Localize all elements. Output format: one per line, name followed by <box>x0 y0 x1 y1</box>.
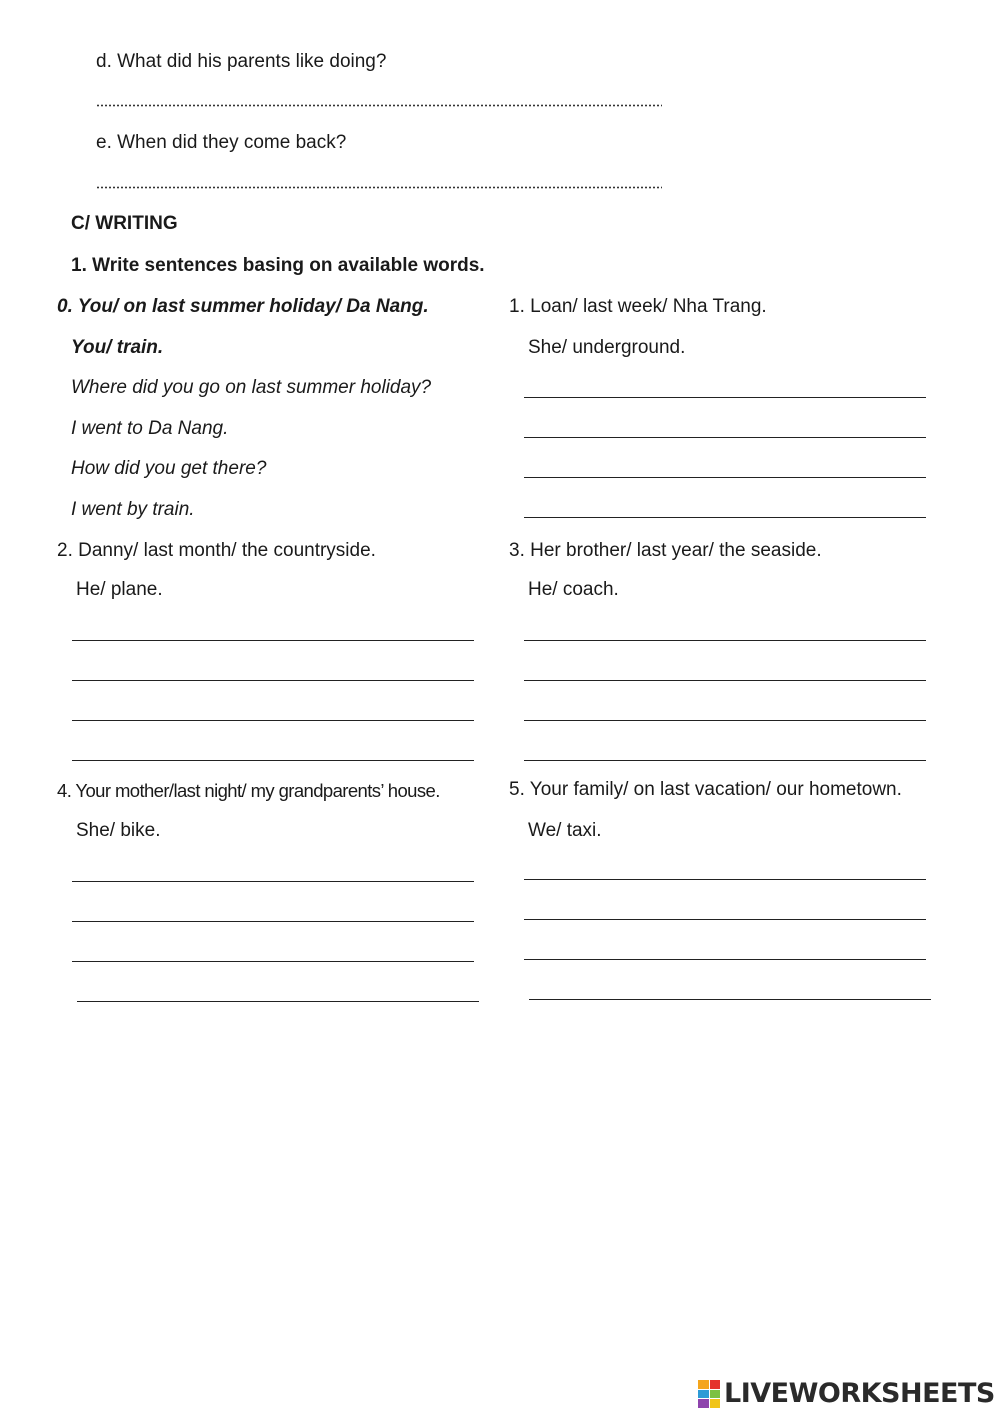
exercise-2-prompt: 2. Danny/ last month/ the countryside. <box>57 540 376 561</box>
exercise-4-answer-line[interactable] <box>72 961 474 962</box>
example-answer: How did you get there? <box>71 458 267 479</box>
exercise-1-answer-line[interactable] <box>524 477 926 478</box>
exercise-5-answer-line[interactable] <box>529 999 931 1000</box>
exercise-3-answer-line[interactable] <box>524 720 926 721</box>
exercise-2-answer-line[interactable] <box>72 720 474 721</box>
instruction: 1. Write sentences basing on available words. <box>71 255 485 276</box>
exercise-4-transport: She/ bike. <box>76 820 161 841</box>
exercise-5-answer-line[interactable] <box>524 959 926 960</box>
exercise-4-answer-line[interactable] <box>77 1001 479 1002</box>
liveworksheets-logo-icon <box>698 1380 720 1408</box>
exercise-1-transport: She/ underground. <box>528 337 686 358</box>
exercise-3-prompt: 3. Her brother/ last year/ the seaside. <box>509 540 822 561</box>
example-answer: I went by train. <box>71 499 195 520</box>
liveworksheets-logo <box>698 1378 995 1410</box>
question-e: e. When did they come back? <box>96 132 347 153</box>
exercise-2-answer-line[interactable] <box>72 680 474 681</box>
exercise-3-transport: He/ coach. <box>528 579 619 600</box>
section-title: C/ WRITING <box>71 213 178 234</box>
exercise-4-prompt: 4. Your mother/last night/ my grandparents’ house. <box>57 780 440 801</box>
exercise-1-prompt: 1. Loan/ last week/ Nha Trang. <box>509 296 767 317</box>
exercise-5-transport: We/ taxi. <box>528 820 602 841</box>
exercise-3-answer-line[interactable] <box>524 760 926 761</box>
question-d: d. What did his parents like doing? <box>96 51 387 72</box>
example-prompt: 0. You/ on last summer holiday/ Da Nang. <box>57 296 429 317</box>
exercise-3-answer-line[interactable] <box>524 680 926 681</box>
exercise-2-transport: He/ plane. <box>76 579 163 600</box>
liveworksheets-logo-text: LIVEWORKSHEETS <box>724 1378 995 1409</box>
answer-line-e[interactable] <box>96 186 662 189</box>
example-answer: I went to Da Nang. <box>71 418 229 439</box>
exercise-1-answer-line[interactable] <box>524 397 926 398</box>
example-answer: Where did you go on last summer holiday? <box>71 377 432 398</box>
exercise-5-answer-line[interactable] <box>524 879 926 880</box>
exercise-4-answer-line[interactable] <box>72 921 474 922</box>
exercise-1-answer-line[interactable] <box>524 437 926 438</box>
exercise-5-answer-line[interactable] <box>524 919 926 920</box>
exercise-3-answer-line[interactable] <box>524 640 926 641</box>
exercise-2-answer-line[interactable] <box>72 640 474 641</box>
answer-line-d[interactable] <box>96 104 662 107</box>
exercise-4-answer-line[interactable] <box>72 881 474 882</box>
example-transport: You/ train. <box>71 337 164 358</box>
exercise-5-prompt: 5. Your family/ on last vacation/ our hometown. <box>509 779 902 800</box>
exercise-1-answer-line[interactable] <box>524 517 926 518</box>
exercise-2-answer-line[interactable] <box>72 760 474 761</box>
